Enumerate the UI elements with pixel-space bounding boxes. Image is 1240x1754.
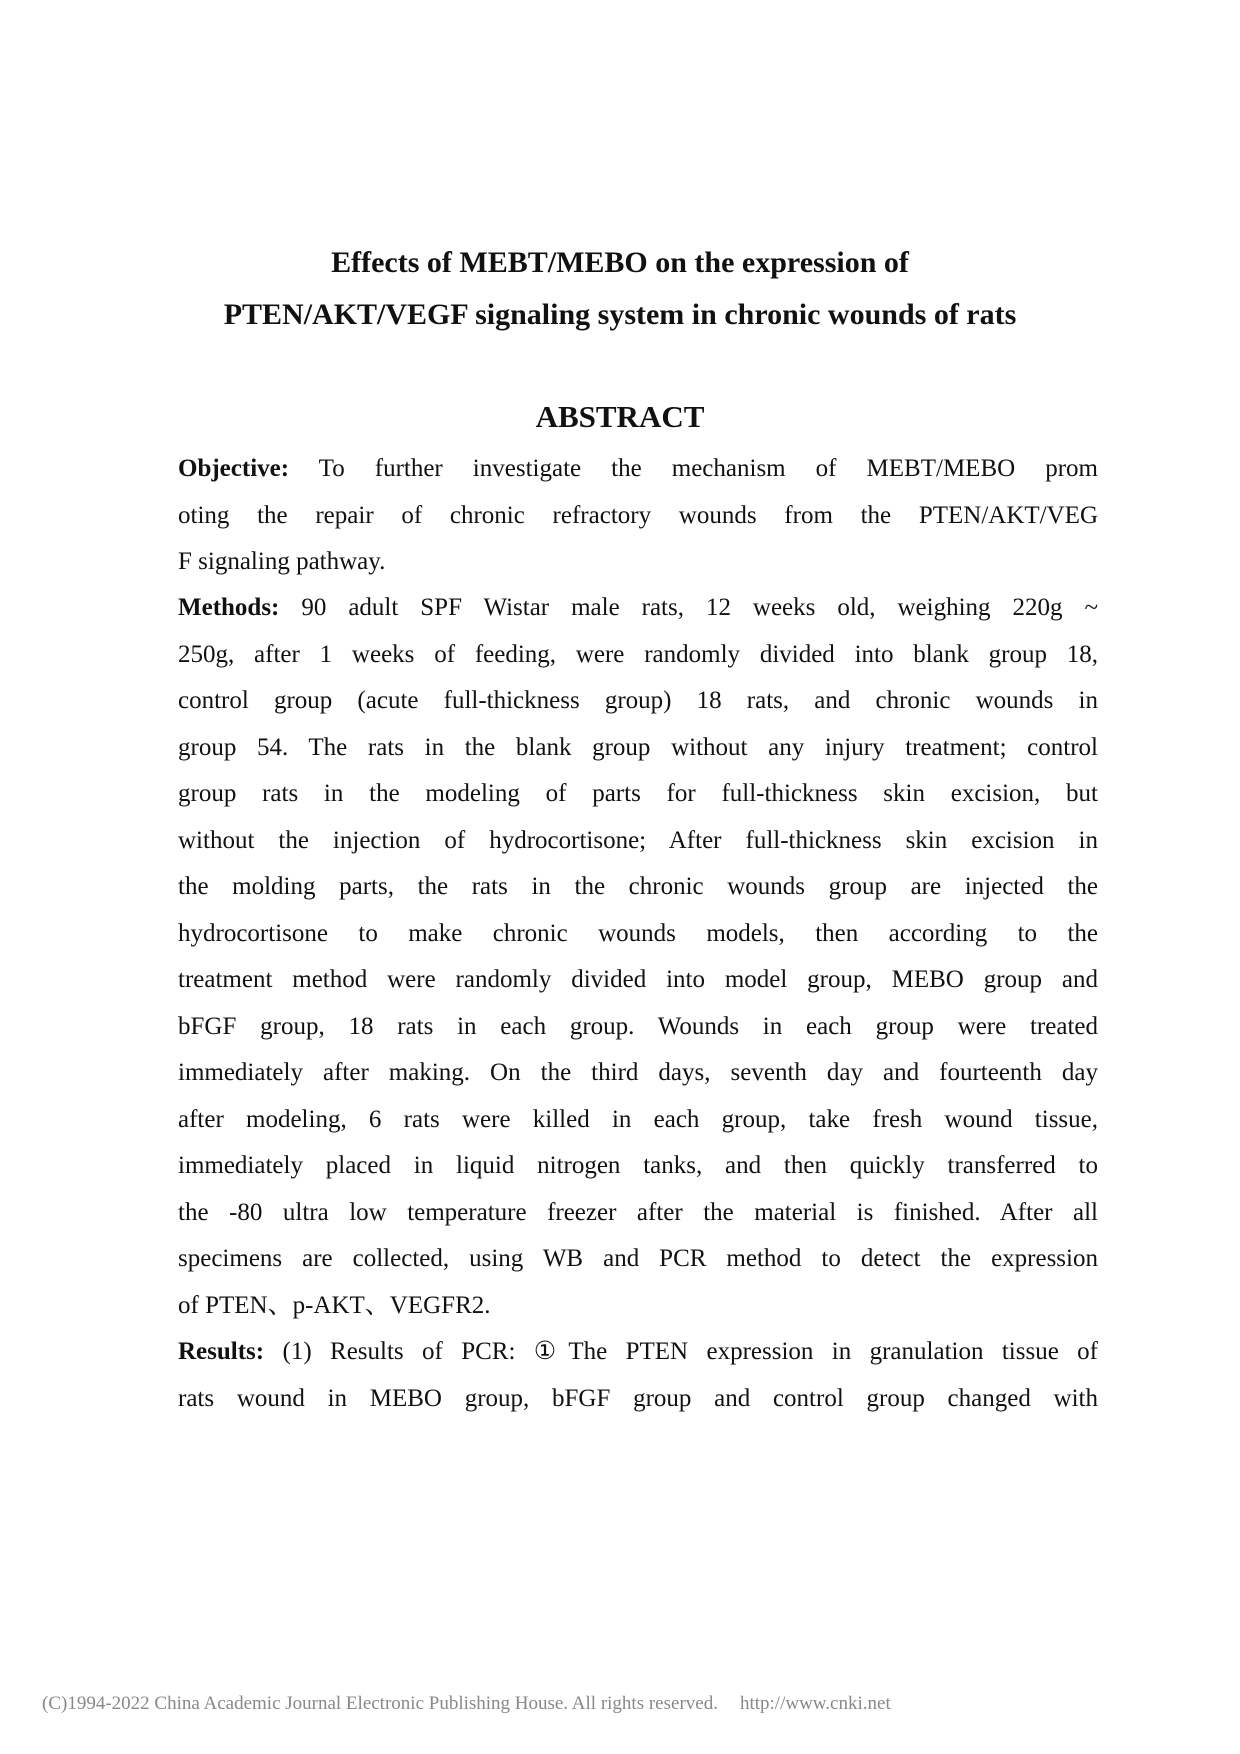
methods-line-4: group 54. The rats in the blank group without any injury treatment; control bbox=[178, 734, 1098, 761]
page-footer bbox=[42, 1690, 891, 1718]
methods-line-6: without the injection of hydrocortisone; After full-thickness skin excision in bbox=[178, 827, 1098, 854]
methods-line-11: immediately after making. On the third days, seventh day and fourteenth day bbox=[178, 1059, 1098, 1086]
results-line-2: rats wound in MEBO group, bFGF group and control group changed with bbox=[178, 1385, 1098, 1412]
paper-title-line-1: Effects of MEBT/MEBO on the expression of bbox=[331, 246, 909, 279]
results-label: Results: bbox=[178, 1338, 265, 1365]
methods-line-14: the -80 ultra low temperature freezer after the material is finished. After all bbox=[178, 1199, 1098, 1226]
results-text: (1) Results of PCR: ①The PTEN expression in granulation tissue of bbox=[264, 1338, 1098, 1365]
methods-line-13: immediately placed in liquid nitrogen tanks, and then quickly transferred to bbox=[178, 1152, 1098, 1179]
methods-line-5: group rats in the modeling of parts for full-thickness skin excision, but bbox=[178, 780, 1098, 807]
paper-title-line-2: PTEN/AKT/VEGF signaling system in chronic wounds of rats bbox=[223, 298, 1017, 331]
methods-line-1 bbox=[178, 588, 1098, 628]
footer-url-link[interactable]: http://www.cnki.net bbox=[739, 1693, 891, 1714]
objective-text: To further investigate the mechanism of MEBT/MEBO prom bbox=[289, 455, 1098, 482]
abstract-heading: ABSTRACT bbox=[535, 399, 705, 434]
results-line-1 bbox=[178, 1332, 1098, 1372]
methods-line-16: of PTEN、p-AKT、VEGFR2. bbox=[178, 1292, 491, 1319]
methods-line-12: after modeling, 6 rats were killed in each group, take fresh wound tissue, bbox=[178, 1106, 1098, 1133]
methods-line-15: specimens are collected, using WB and PCR method to detect the expression bbox=[178, 1245, 1098, 1272]
objective-label: Objective: bbox=[178, 455, 290, 482]
methods-text: 90 adult SPF Wistar male rats, 12 weeks old, weighing 220g ~ bbox=[279, 594, 1098, 621]
methods-line-2: 250g, after 1 weeks of feeding, were randomly divided into blank group 18, bbox=[178, 641, 1098, 668]
objective-line-1 bbox=[178, 449, 1098, 489]
methods-line-10: bFGF group, 18 rats in each group. Wounds in each group were treated bbox=[178, 1013, 1098, 1040]
objective-line-2: oting the repair of chronic refractory wounds from the PTEN/AKT/VEG bbox=[178, 502, 1098, 529]
methods-line-8: hydrocortisone to make chronic wounds models, then according to the bbox=[178, 920, 1098, 947]
methods-line-9: treatment method were randomly divided into model group, MEBO group and bbox=[178, 966, 1098, 993]
methods-line-7: the molding parts, the rats in the chronic wounds group are injected the bbox=[178, 873, 1098, 900]
methods-label: Methods: bbox=[178, 594, 280, 621]
methods-line-3: control group (acute full-thickness group) 18 rats, and chronic wounds in bbox=[178, 687, 1098, 714]
footer-copyright: (C)1994-2022 China Academic Journal Electronic Publishing House. All rights reserved. bbox=[42, 1693, 718, 1714]
objective-line-3: F signaling pathway. bbox=[178, 548, 386, 575]
